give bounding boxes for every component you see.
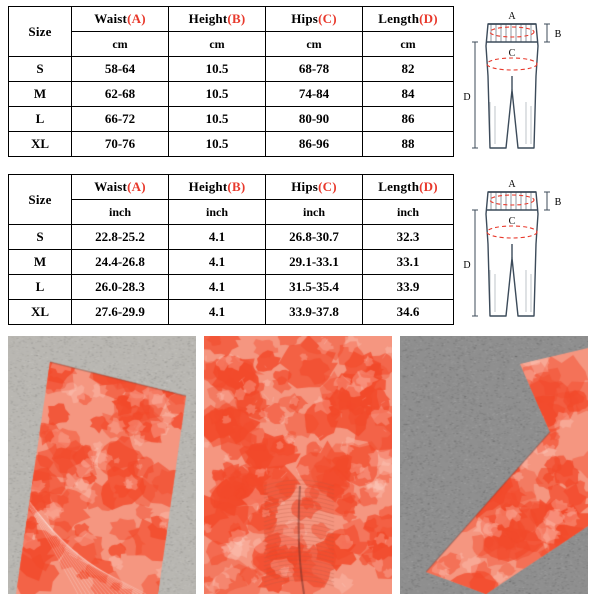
table-row [9, 250, 454, 275]
header-length: Length(D) [363, 7, 454, 32]
cell-waist: 66-72 [72, 107, 169, 132]
inch-chart-block [0, 164, 600, 332]
cell-height: 4.1 [169, 300, 266, 325]
header-waist: Waist(A) [72, 7, 169, 32]
unit-length: cm [363, 32, 454, 57]
table-header-row [9, 7, 454, 32]
cell-length: 32.3 [363, 225, 454, 250]
unit-waist: inch [72, 200, 169, 225]
table-row [9, 300, 454, 325]
cell-height: 10.5 [169, 107, 266, 132]
cell-hips: 29.1-33.1 [266, 250, 363, 275]
header-waist-letter: A [131, 179, 142, 194]
header-length-label: Length [378, 11, 420, 26]
table-row [9, 225, 454, 250]
table-row [9, 107, 454, 132]
header-hips-label: Hips [291, 11, 319, 26]
cell-hips: 74-84 [266, 82, 363, 107]
cell-waist: 24.4-26.8 [72, 250, 169, 275]
header-hips-letter: C [322, 11, 333, 26]
header-waist-label: Waist [94, 179, 128, 194]
diagram-label-a: A [508, 179, 516, 190]
header-size [9, 7, 72, 57]
unit-height: inch [169, 200, 266, 225]
cell-length: 33.9 [363, 275, 454, 300]
header-length-letter: D [423, 11, 434, 26]
header-size-label: Size [28, 23, 52, 39]
table-header-row [9, 175, 454, 200]
cell-waist: 70-76 [72, 132, 169, 157]
leggings-diagram-icon [462, 6, 582, 164]
header-length-label: Length [378, 179, 420, 194]
cell-height: 4.1 [169, 225, 266, 250]
leggings-measurement-diagram-cm [462, 6, 582, 164]
header-waist-label: Waist [94, 11, 128, 26]
header-height-label: Height [188, 179, 228, 194]
cell-length: 84 [363, 82, 454, 107]
header-waist: Waist(A) [72, 175, 169, 200]
header-length: Length(D) [363, 175, 454, 200]
photo-leggings-folded-left [8, 336, 200, 594]
leggings-diagram-icon [462, 174, 582, 332]
row-size: S [9, 57, 72, 82]
cell-waist: 26.0-28.3 [72, 275, 169, 300]
table-unit-row [9, 32, 454, 57]
header-hips: Hips(C) [266, 7, 363, 32]
header-hips-label: Hips [291, 179, 319, 194]
header-hips-letter: C [322, 179, 333, 194]
header-height-letter: B [231, 11, 241, 26]
unit-hips: cm [266, 32, 363, 57]
row-size: L [9, 107, 72, 132]
header-height-letter: B [231, 179, 241, 194]
cell-length: 33.1 [363, 250, 454, 275]
diagram-label-d: D [463, 92, 471, 103]
diagram-label-c: C [508, 216, 516, 227]
row-size: M [9, 250, 72, 275]
table-row [9, 57, 454, 82]
product-photo-strip [8, 336, 592, 594]
diagram-label-a: A [508, 11, 516, 22]
header-size-label: Size [28, 191, 52, 207]
diagram-label-c: C [508, 48, 516, 59]
header-waist-letter: A [131, 11, 142, 26]
row-size: XL [9, 132, 72, 157]
cell-hips: 26.8-30.7 [266, 225, 363, 250]
row-size: S [9, 225, 72, 250]
cell-hips: 33.9-37.8 [266, 300, 363, 325]
table-unit-row [9, 200, 454, 225]
cell-height: 4.1 [169, 250, 266, 275]
table-row [9, 132, 454, 157]
unit-hips: inch [266, 200, 363, 225]
unit-waist: cm [72, 32, 169, 57]
cell-hips: 80-90 [266, 107, 363, 132]
cell-hips: 86-96 [266, 132, 363, 157]
cell-waist: 62-68 [72, 82, 169, 107]
header-height: Height(B) [169, 175, 266, 200]
cell-height: 10.5 [169, 57, 266, 82]
row-size: L [9, 275, 72, 300]
header-size [9, 175, 72, 225]
photo-leggings-seat-detail [204, 336, 396, 594]
cell-height: 10.5 [169, 132, 266, 157]
header-hips: Hips(C) [266, 175, 363, 200]
header-height: Height(B) [169, 7, 266, 32]
cell-length: 82 [363, 57, 454, 82]
row-size: M [9, 82, 72, 107]
header-length-letter: D [423, 179, 434, 194]
row-size: XL [9, 300, 72, 325]
photo-leggings-cuff-detail [400, 336, 592, 594]
cm-size-table [8, 6, 454, 157]
cell-length: 86 [363, 107, 454, 132]
inch-size-table [8, 174, 454, 325]
unit-length: inch [363, 200, 454, 225]
header-height-label: Height [188, 11, 228, 26]
cm-chart-block [0, 0, 600, 164]
cell-length: 34.6 [363, 300, 454, 325]
cell-length: 88 [363, 132, 454, 157]
diagram-label-b: B [554, 197, 562, 208]
cell-waist: 27.6-29.9 [72, 300, 169, 325]
unit-height: cm [169, 32, 266, 57]
cell-waist: 58-64 [72, 57, 169, 82]
leggings-measurement-diagram-inch [462, 174, 582, 332]
cell-height: 10.5 [169, 82, 266, 107]
cell-hips: 68-78 [266, 57, 363, 82]
cell-height: 4.1 [169, 275, 266, 300]
cell-waist: 22.8-25.2 [72, 225, 169, 250]
table-row [9, 82, 454, 107]
cell-hips: 31.5-35.4 [266, 275, 363, 300]
diagram-label-d: D [463, 260, 471, 271]
diagram-label-b: B [554, 29, 562, 40]
table-row [9, 275, 454, 300]
